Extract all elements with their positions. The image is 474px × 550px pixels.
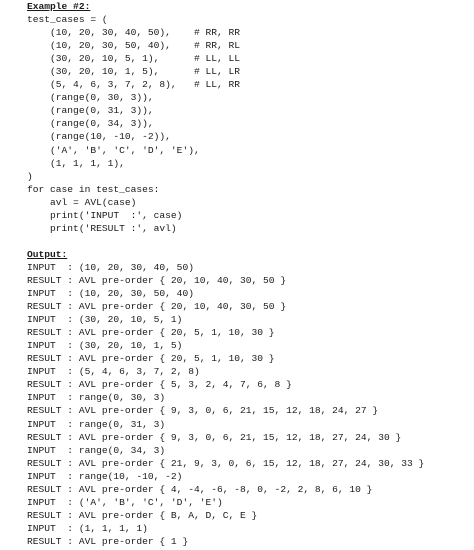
code-line: (range(10, -10, -2)), [27,131,171,143]
code-line: (30, 20, 10, 1, 5), # LL, LR [27,66,241,78]
output-line: INPUT : range(0, 34, 3) [27,444,166,456]
output-line: RESULT : AVL pre-order { 20, 5, 1, 10, 30 } [27,327,275,339]
document-page [27,0,467,548]
code-line: ) [27,170,33,182]
output-line: INPUT : (30, 20, 10, 5, 1) [27,314,183,326]
example-heading: Example #2: [27,1,91,12]
output-line: RESULT : AVL pre-order { 9, 3, 0, 6, 21, 15, 12, 18, 24, 27 } [27,405,379,417]
output-line: RESULT : AVL pre-order { B, A, D, C, E } [27,509,258,521]
code-line: test_cases = ( [27,14,108,26]
output-line: INPUT : ('A', 'B', 'C', 'D', 'E') [27,496,223,508]
output-line: RESULT : AVL pre-order { 9, 3, 0, 6, 21, 15, 12, 18, 27, 24, 30 } [27,431,402,443]
output-line: INPUT : range(0, 31, 3) [27,418,166,430]
code-block [27,13,467,235]
output-line: INPUT : (5, 4, 6, 3, 7, 2, 8) [27,366,200,378]
output-line: RESULT : AVL pre-order { 1 } [27,535,189,547]
code-line: avl = AVL(case) [27,196,137,208]
output-block [27,261,467,548]
output-line: INPUT : (1, 1, 1, 1) [27,522,148,534]
output-line: INPUT : (10, 20, 30, 40, 50) [27,261,194,273]
code-line: ('A', 'B', 'C', 'D', 'E'), [27,144,200,156]
code-line: print('RESULT :', avl) [27,222,177,234]
code-line: (5, 4, 6, 3, 7, 2, 8), # LL, RR [27,79,241,91]
output-line: RESULT : AVL pre-order { 20, 5, 1, 10, 30 } [27,353,275,365]
output-line: RESULT : AVL pre-order { 4, -4, -6, -8, 0, -2, 2, 8, 6, 10 } [27,483,373,495]
output-line: INPUT : range(0, 30, 3) [27,392,166,404]
output-heading: Output: [27,248,68,260]
output-line: RESULT : AVL pre-order { 20, 10, 40, 30, 50 } [27,301,287,313]
code-line: (30, 20, 10, 5, 1), # LL, LL [27,53,241,65]
spacer [27,235,467,248]
output-line: INPUT : range(10, -10, -2) [27,470,183,482]
code-line: (10, 20, 30, 50, 40), # RR, RL [27,40,241,52]
code-line: print('INPUT :', case) [27,209,183,221]
code-line: (10, 20, 30, 40, 50), # RR, RR [27,27,241,39]
output-line: RESULT : AVL pre-order { 5, 3, 2, 4, 7, 6, 8 } [27,379,292,391]
output-line: INPUT : (10, 20, 30, 50, 40) [27,288,194,300]
code-line: for case in test_cases: [27,183,160,195]
code-line: (range(0, 30, 3)), [27,92,154,104]
output-line: RESULT : AVL pre-order { 20, 10, 40, 30, 50 } [27,274,287,286]
output-line: INPUT : (30, 20, 10, 1, 5) [27,340,183,352]
output-line: RESULT : AVL pre-order { 21, 9, 3, 0, 6, 15, 12, 18, 27, 24, 30, 33 } [27,457,425,469]
code-line: (range(0, 34, 3)), [27,118,154,130]
code-line: (range(0, 31, 3)), [27,105,154,117]
code-line: (1, 1, 1, 1), [27,157,125,169]
